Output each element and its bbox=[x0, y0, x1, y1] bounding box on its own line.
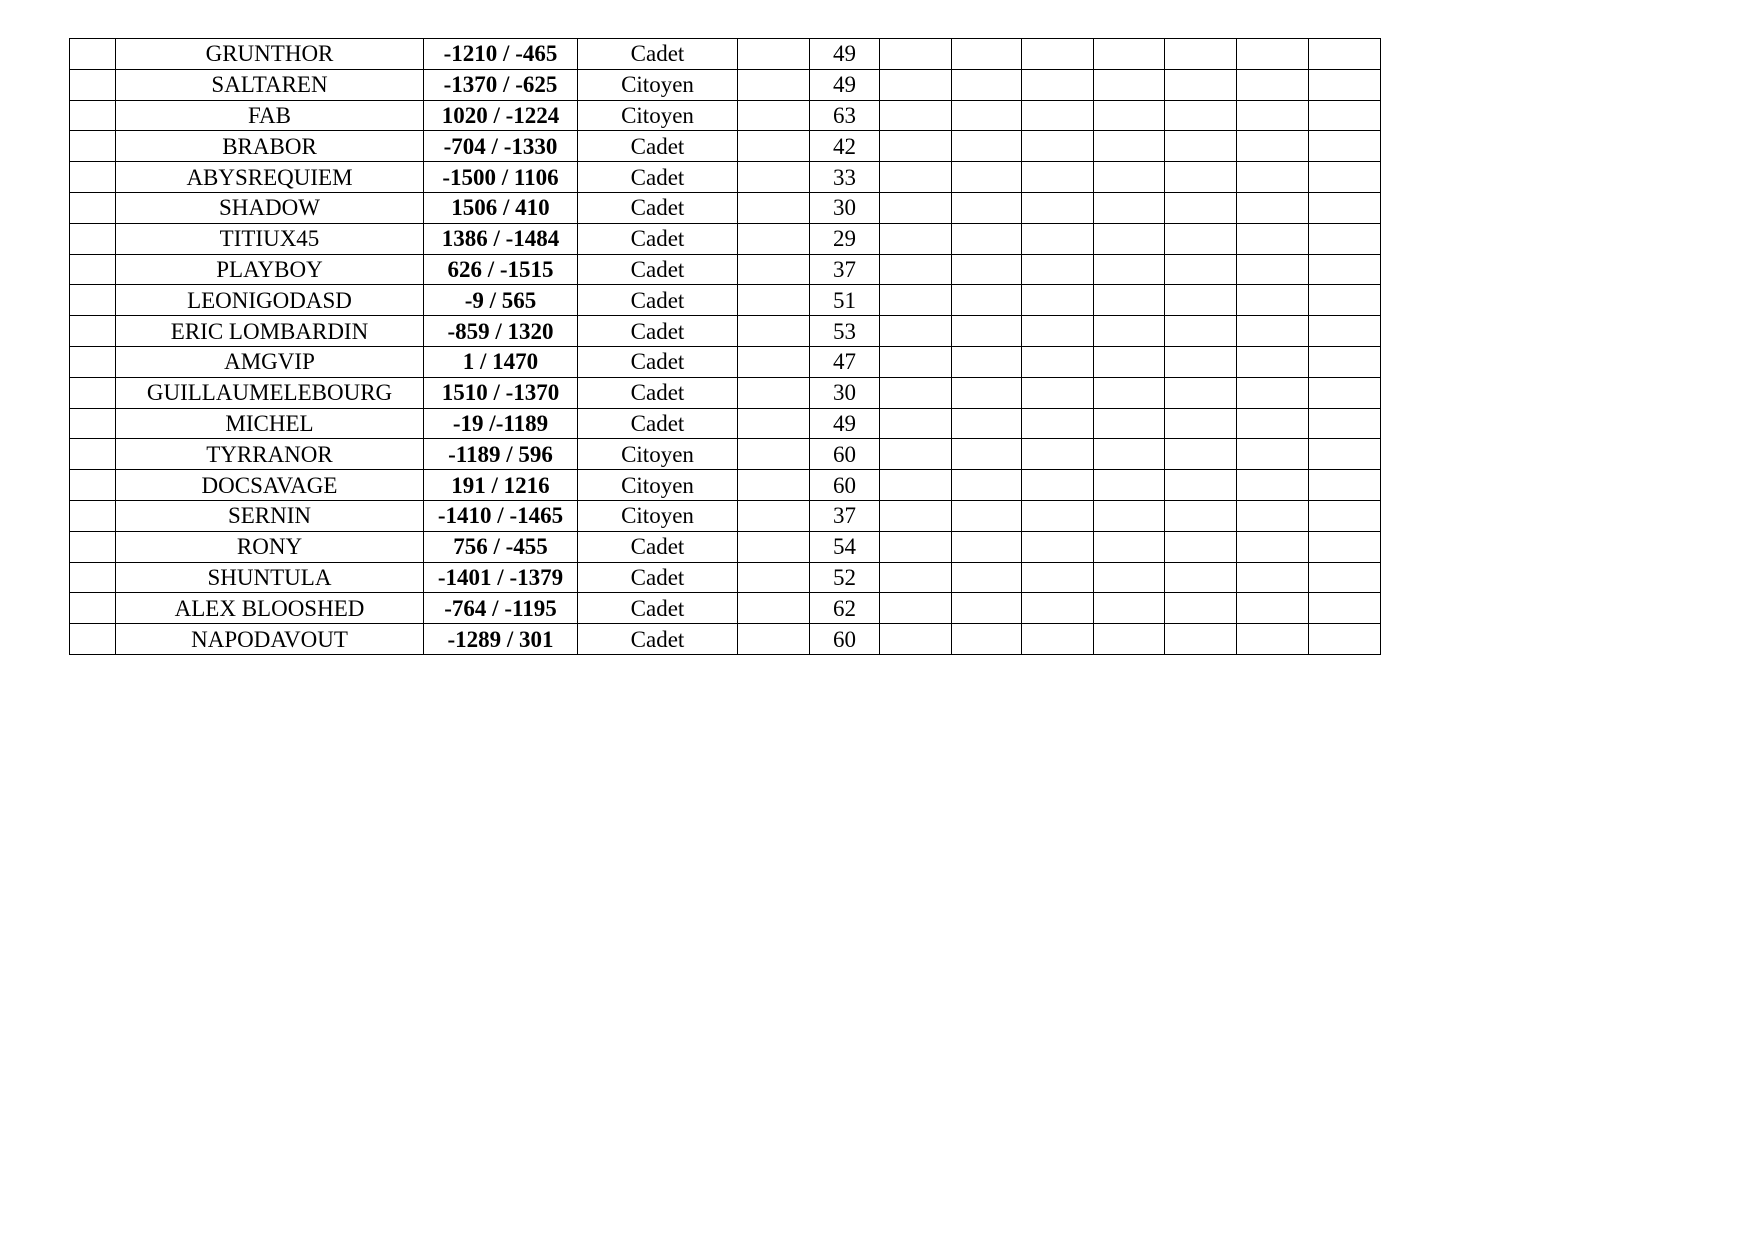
coordinates-cell: 1 / 1470 bbox=[424, 346, 578, 377]
blank-cell bbox=[1094, 131, 1165, 162]
blank-cell bbox=[1022, 69, 1094, 100]
player-name-cell: MICHEL bbox=[116, 408, 424, 439]
table-row bbox=[70, 285, 1381, 316]
blank-cell bbox=[738, 316, 810, 347]
blank-cell bbox=[1309, 254, 1381, 285]
row-marker-cell bbox=[70, 439, 116, 470]
coordinates-cell: 1506 / 410 bbox=[424, 192, 578, 223]
player-name-cell: SHADOW bbox=[116, 192, 424, 223]
level-cell: 29 bbox=[810, 223, 880, 254]
blank-cell bbox=[952, 624, 1022, 655]
row-marker-cell bbox=[70, 408, 116, 439]
blank-cell bbox=[1165, 624, 1237, 655]
blank-cell bbox=[1237, 254, 1309, 285]
blank-cell bbox=[880, 531, 952, 562]
blank-cell bbox=[880, 408, 952, 439]
row-marker-cell bbox=[70, 131, 116, 162]
blank-cell bbox=[952, 377, 1022, 408]
blank-cell bbox=[738, 131, 810, 162]
blank-cell bbox=[1165, 593, 1237, 624]
blank-cell bbox=[1165, 531, 1237, 562]
blank-cell bbox=[1309, 223, 1381, 254]
coordinates-cell: 626 / -1515 bbox=[424, 254, 578, 285]
blank-cell bbox=[880, 131, 952, 162]
blank-cell bbox=[738, 500, 810, 531]
blank-cell bbox=[1022, 377, 1094, 408]
table-row bbox=[70, 531, 1381, 562]
blank-cell bbox=[952, 69, 1022, 100]
blank-cell bbox=[738, 192, 810, 223]
blank-cell bbox=[880, 346, 952, 377]
blank-cell bbox=[1237, 346, 1309, 377]
blank-cell bbox=[952, 408, 1022, 439]
blank-cell bbox=[1165, 100, 1237, 131]
row-marker-cell bbox=[70, 39, 116, 70]
blank-cell bbox=[952, 223, 1022, 254]
blank-cell bbox=[1165, 254, 1237, 285]
blank-cell bbox=[1094, 192, 1165, 223]
blank-cell bbox=[952, 439, 1022, 470]
coordinates-cell: 756 / -455 bbox=[424, 531, 578, 562]
blank-cell bbox=[738, 69, 810, 100]
table-row bbox=[70, 69, 1381, 100]
blank-cell bbox=[738, 254, 810, 285]
table-row bbox=[70, 624, 1381, 655]
rank-cell: Citoyen bbox=[578, 500, 738, 531]
blank-cell bbox=[738, 531, 810, 562]
blank-cell bbox=[1022, 131, 1094, 162]
coordinates-cell: -704 / -1330 bbox=[424, 131, 578, 162]
level-cell: 63 bbox=[810, 100, 880, 131]
row-marker-cell bbox=[70, 531, 116, 562]
row-marker-cell bbox=[70, 223, 116, 254]
blank-cell bbox=[1309, 162, 1381, 193]
blank-cell bbox=[1165, 408, 1237, 439]
player-name-cell: SERNIN bbox=[116, 500, 424, 531]
level-cell: 37 bbox=[810, 500, 880, 531]
blank-cell bbox=[1309, 470, 1381, 501]
blank-cell bbox=[1309, 192, 1381, 223]
level-cell: 62 bbox=[810, 593, 880, 624]
rank-cell: Cadet bbox=[578, 223, 738, 254]
blank-cell bbox=[1309, 408, 1381, 439]
blank-cell bbox=[1237, 192, 1309, 223]
player-name-cell: SALTAREN bbox=[116, 69, 424, 100]
blank-cell bbox=[880, 562, 952, 593]
player-name-cell: TYRRANOR bbox=[116, 439, 424, 470]
player-name-cell: ERIC LOMBARDIN bbox=[116, 316, 424, 347]
rank-cell: Cadet bbox=[578, 316, 738, 347]
blank-cell bbox=[1022, 408, 1094, 439]
blank-cell bbox=[1165, 439, 1237, 470]
blank-cell bbox=[952, 100, 1022, 131]
blank-cell bbox=[1237, 593, 1309, 624]
row-marker-cell bbox=[70, 100, 116, 131]
blank-cell bbox=[738, 593, 810, 624]
blank-cell bbox=[1165, 39, 1237, 70]
coordinates-cell: -859 / 1320 bbox=[424, 316, 578, 347]
blank-cell bbox=[1022, 316, 1094, 347]
blank-cell bbox=[1094, 439, 1165, 470]
blank-cell bbox=[952, 254, 1022, 285]
coordinates-cell: 1020 / -1224 bbox=[424, 100, 578, 131]
blank-cell bbox=[1237, 470, 1309, 501]
rank-cell: Cadet bbox=[578, 562, 738, 593]
blank-cell bbox=[1309, 346, 1381, 377]
rank-cell: Cadet bbox=[578, 531, 738, 562]
blank-cell bbox=[1309, 131, 1381, 162]
blank-cell bbox=[880, 439, 952, 470]
player-table-body bbox=[70, 39, 1381, 655]
blank-cell bbox=[1022, 346, 1094, 377]
blank-cell bbox=[1022, 624, 1094, 655]
blank-cell bbox=[1094, 285, 1165, 316]
coordinates-cell: -1500 / 1106 bbox=[424, 162, 578, 193]
blank-cell bbox=[1309, 439, 1381, 470]
level-cell: 42 bbox=[810, 131, 880, 162]
blank-cell bbox=[880, 470, 952, 501]
blank-cell bbox=[1165, 162, 1237, 193]
player-name-cell: SHUNTULA bbox=[116, 562, 424, 593]
blank-cell bbox=[1022, 593, 1094, 624]
blank-cell bbox=[1094, 223, 1165, 254]
blank-cell bbox=[738, 377, 810, 408]
blank-cell bbox=[880, 500, 952, 531]
table-row bbox=[70, 254, 1381, 285]
blank-cell bbox=[1165, 69, 1237, 100]
blank-cell bbox=[880, 100, 952, 131]
blank-cell bbox=[1237, 100, 1309, 131]
blank-cell bbox=[880, 624, 952, 655]
blank-cell bbox=[1094, 624, 1165, 655]
row-marker-cell bbox=[70, 470, 116, 501]
coordinates-cell: 1386 / -1484 bbox=[424, 223, 578, 254]
blank-cell bbox=[1094, 162, 1165, 193]
level-cell: 37 bbox=[810, 254, 880, 285]
blank-cell bbox=[1165, 223, 1237, 254]
row-marker-cell bbox=[70, 162, 116, 193]
blank-cell bbox=[1094, 593, 1165, 624]
blank-cell bbox=[1022, 254, 1094, 285]
blank-cell bbox=[1237, 408, 1309, 439]
row-marker-cell bbox=[70, 346, 116, 377]
level-cell: 51 bbox=[810, 285, 880, 316]
blank-cell bbox=[952, 162, 1022, 193]
blank-cell bbox=[1022, 192, 1094, 223]
blank-cell bbox=[738, 624, 810, 655]
row-marker-cell bbox=[70, 192, 116, 223]
blank-cell bbox=[738, 408, 810, 439]
rank-cell: Cadet bbox=[578, 593, 738, 624]
level-cell: 60 bbox=[810, 439, 880, 470]
coordinates-cell: 1510 / -1370 bbox=[424, 377, 578, 408]
player-name-cell: NAPODAVOUT bbox=[116, 624, 424, 655]
blank-cell bbox=[880, 39, 952, 70]
blank-cell bbox=[1094, 69, 1165, 100]
blank-cell bbox=[1309, 100, 1381, 131]
level-cell: 53 bbox=[810, 316, 880, 347]
blank-cell bbox=[738, 162, 810, 193]
blank-cell bbox=[1165, 192, 1237, 223]
blank-cell bbox=[1094, 562, 1165, 593]
row-marker-cell bbox=[70, 69, 116, 100]
blank-cell bbox=[952, 531, 1022, 562]
blank-cell bbox=[738, 346, 810, 377]
coordinates-cell: -1189 / 596 bbox=[424, 439, 578, 470]
blank-cell bbox=[738, 470, 810, 501]
blank-cell bbox=[738, 562, 810, 593]
rank-cell: Citoyen bbox=[578, 470, 738, 501]
player-name-cell: BRABOR bbox=[116, 131, 424, 162]
level-cell: 49 bbox=[810, 69, 880, 100]
blank-cell bbox=[1309, 69, 1381, 100]
row-marker-cell bbox=[70, 377, 116, 408]
blank-cell bbox=[952, 316, 1022, 347]
blank-cell bbox=[1237, 500, 1309, 531]
row-marker-cell bbox=[70, 624, 116, 655]
blank-cell bbox=[1094, 470, 1165, 501]
level-cell: 60 bbox=[810, 470, 880, 501]
coordinates-cell: 191 / 1216 bbox=[424, 470, 578, 501]
blank-cell bbox=[952, 39, 1022, 70]
player-name-cell: FAB bbox=[116, 100, 424, 131]
player-name-cell: PLAYBOY bbox=[116, 254, 424, 285]
rank-cell: Cadet bbox=[578, 285, 738, 316]
blank-cell bbox=[880, 254, 952, 285]
blank-cell bbox=[880, 223, 952, 254]
blank-cell bbox=[1094, 39, 1165, 70]
blank-cell bbox=[1237, 377, 1309, 408]
table-row bbox=[70, 439, 1381, 470]
blank-cell bbox=[1165, 500, 1237, 531]
rank-cell: Cadet bbox=[578, 39, 738, 70]
blank-cell bbox=[1237, 285, 1309, 316]
table-row bbox=[70, 593, 1381, 624]
level-cell: 60 bbox=[810, 624, 880, 655]
table-row bbox=[70, 500, 1381, 531]
blank-cell bbox=[1094, 316, 1165, 347]
row-marker-cell bbox=[70, 254, 116, 285]
blank-cell bbox=[1237, 131, 1309, 162]
coordinates-cell: -1370 / -625 bbox=[424, 69, 578, 100]
table-row bbox=[70, 131, 1381, 162]
rank-cell: Cadet bbox=[578, 377, 738, 408]
blank-cell bbox=[1022, 531, 1094, 562]
blank-cell bbox=[952, 470, 1022, 501]
blank-cell bbox=[1165, 377, 1237, 408]
blank-cell bbox=[952, 562, 1022, 593]
player-name-cell: AMGVIP bbox=[116, 346, 424, 377]
table-row bbox=[70, 162, 1381, 193]
rank-cell: Citoyen bbox=[578, 439, 738, 470]
coordinates-cell: -1401 / -1379 bbox=[424, 562, 578, 593]
blank-cell bbox=[1022, 285, 1094, 316]
player-name-cell: DOCSAVAGE bbox=[116, 470, 424, 501]
blank-cell bbox=[880, 285, 952, 316]
blank-cell bbox=[880, 69, 952, 100]
rank-cell: Cadet bbox=[578, 162, 738, 193]
blank-cell bbox=[738, 39, 810, 70]
blank-cell bbox=[1309, 500, 1381, 531]
blank-cell bbox=[738, 439, 810, 470]
coordinates-cell: -1210 / -465 bbox=[424, 39, 578, 70]
level-cell: 30 bbox=[810, 192, 880, 223]
blank-cell bbox=[1237, 531, 1309, 562]
player-name-cell: GUILLAUMELEBOURG bbox=[116, 377, 424, 408]
blank-cell bbox=[1022, 562, 1094, 593]
rank-cell: Citoyen bbox=[578, 69, 738, 100]
level-cell: 49 bbox=[810, 39, 880, 70]
blank-cell bbox=[1309, 624, 1381, 655]
blank-cell bbox=[952, 500, 1022, 531]
blank-cell bbox=[1309, 377, 1381, 408]
blank-cell bbox=[738, 285, 810, 316]
blank-cell bbox=[1165, 285, 1237, 316]
blank-cell bbox=[952, 131, 1022, 162]
blank-cell bbox=[1094, 408, 1165, 439]
blank-cell bbox=[1309, 562, 1381, 593]
blank-cell bbox=[1237, 69, 1309, 100]
blank-cell bbox=[880, 162, 952, 193]
blank-cell bbox=[1237, 162, 1309, 193]
blank-cell bbox=[952, 346, 1022, 377]
blank-cell bbox=[1022, 162, 1094, 193]
rank-cell: Cadet bbox=[578, 192, 738, 223]
row-marker-cell bbox=[70, 562, 116, 593]
table-row bbox=[70, 192, 1381, 223]
coordinates-cell: -9 / 565 bbox=[424, 285, 578, 316]
blank-cell bbox=[1237, 39, 1309, 70]
level-cell: 49 bbox=[810, 408, 880, 439]
rank-cell: Cadet bbox=[578, 131, 738, 162]
blank-cell bbox=[1165, 316, 1237, 347]
coordinates-cell: -1289 / 301 bbox=[424, 624, 578, 655]
blank-cell bbox=[1165, 346, 1237, 377]
blank-cell bbox=[1165, 470, 1237, 501]
blank-cell bbox=[1022, 500, 1094, 531]
level-cell: 30 bbox=[810, 377, 880, 408]
blank-cell bbox=[1022, 39, 1094, 70]
table-row bbox=[70, 470, 1381, 501]
blank-cell bbox=[738, 100, 810, 131]
table-row bbox=[70, 100, 1381, 131]
blank-cell bbox=[1094, 531, 1165, 562]
table-row bbox=[70, 316, 1381, 347]
blank-cell bbox=[738, 223, 810, 254]
blank-cell bbox=[1309, 285, 1381, 316]
coordinates-cell: -1410 / -1465 bbox=[424, 500, 578, 531]
player-name-cell: ALEX BLOOSHED bbox=[116, 593, 424, 624]
player-name-cell: LEONIGODASD bbox=[116, 285, 424, 316]
blank-cell bbox=[1022, 223, 1094, 254]
blank-cell bbox=[880, 316, 952, 347]
blank-cell bbox=[880, 377, 952, 408]
blank-cell bbox=[1237, 624, 1309, 655]
player-name-cell: TITIUX45 bbox=[116, 223, 424, 254]
blank-cell bbox=[1237, 562, 1309, 593]
coordinates-cell: -19 /-1189 bbox=[424, 408, 578, 439]
blank-cell bbox=[880, 593, 952, 624]
row-marker-cell bbox=[70, 285, 116, 316]
table-row bbox=[70, 39, 1381, 70]
blank-cell bbox=[1022, 100, 1094, 131]
blank-cell bbox=[880, 192, 952, 223]
rank-cell: Cadet bbox=[578, 346, 738, 377]
player-table bbox=[69, 38, 1381, 655]
blank-cell bbox=[952, 192, 1022, 223]
table-row bbox=[70, 346, 1381, 377]
blank-cell bbox=[1309, 39, 1381, 70]
rank-cell: Citoyen bbox=[578, 100, 738, 131]
blank-cell bbox=[1094, 100, 1165, 131]
rank-cell: Cadet bbox=[578, 624, 738, 655]
blank-cell bbox=[1237, 439, 1309, 470]
level-cell: 47 bbox=[810, 346, 880, 377]
player-name-cell: RONY bbox=[116, 531, 424, 562]
level-cell: 33 bbox=[810, 162, 880, 193]
row-marker-cell bbox=[70, 316, 116, 347]
player-name-cell: ABYSREQUIEM bbox=[116, 162, 424, 193]
blank-cell bbox=[1022, 470, 1094, 501]
blank-cell bbox=[1237, 223, 1309, 254]
blank-cell bbox=[1165, 562, 1237, 593]
blank-cell bbox=[1094, 377, 1165, 408]
coordinates-cell: -764 / -1195 bbox=[424, 593, 578, 624]
blank-cell bbox=[1094, 500, 1165, 531]
blank-cell bbox=[1309, 593, 1381, 624]
blank-cell bbox=[952, 285, 1022, 316]
rank-cell: Cadet bbox=[578, 408, 738, 439]
blank-cell bbox=[1309, 531, 1381, 562]
blank-cell bbox=[1094, 254, 1165, 285]
table-row bbox=[70, 562, 1381, 593]
blank-cell bbox=[1022, 439, 1094, 470]
table-row bbox=[70, 377, 1381, 408]
level-cell: 52 bbox=[810, 562, 880, 593]
blank-cell bbox=[1094, 346, 1165, 377]
blank-cell bbox=[952, 593, 1022, 624]
level-cell: 54 bbox=[810, 531, 880, 562]
player-name-cell: GRUNTHOR bbox=[116, 39, 424, 70]
blank-cell bbox=[1165, 131, 1237, 162]
table-row bbox=[70, 223, 1381, 254]
blank-cell bbox=[1309, 316, 1381, 347]
rank-cell: Cadet bbox=[578, 254, 738, 285]
table-row bbox=[70, 408, 1381, 439]
row-marker-cell bbox=[70, 500, 116, 531]
row-marker-cell bbox=[70, 593, 116, 624]
blank-cell bbox=[1237, 316, 1309, 347]
